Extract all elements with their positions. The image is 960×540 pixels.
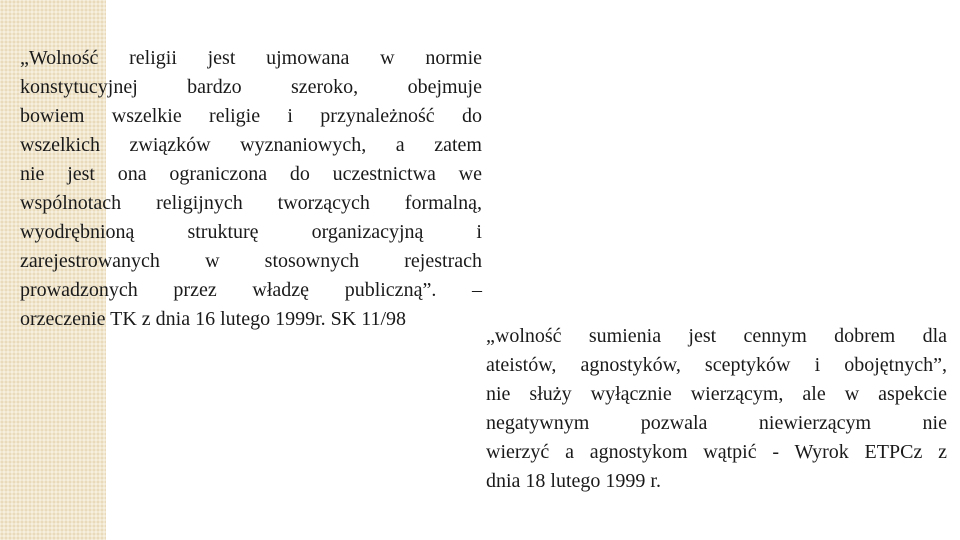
quote-1-line: wyodrębnioną strukturę organizacyjną i [20,221,482,243]
quote-1-line: „Wolność religii jest ujmowana w normie [20,47,482,69]
quote-1-line: bowiem wszelkie religie i przynależność do [20,105,482,127]
quote-1-line: wszelkich związków wyznaniowych, a zatem [20,134,482,156]
quote-echr-judgment [486,322,947,496]
quote-constitutional-tribunal [20,44,482,334]
quote-1-line: orzeczenie TK z dnia 16 lutego 1999r. SK 11/98 [20,308,407,330]
quote-2-line: ateistów, agnostyków, sceptyków i obojętnych”, [486,354,947,376]
quote-1-line: zarejestrowanych w stosownych rejestrach [20,250,482,272]
quote-2-line: dnia 18 lutego 1999 r. [486,470,661,492]
quote-2-line: nie służy wyłącznie wierzącym, ale w aspekcie [486,383,947,405]
quote-1-line: konstytucyjnej bardzo szeroko, obejmuje [20,76,482,98]
quote-2-line: negatywnym pozwala niewierzącym nie [486,412,947,434]
quote-2-line: wierzyć a agnostykom wątpić - Wyrok ETPCz z [486,441,947,463]
quote-1-line: wspólnotach religijnych tworzących formalną, [20,192,482,214]
quote-1-line: nie jest ona ograniczona do uczestnictwa we [20,163,482,185]
quote-2-line: „wolność sumienia jest cennym dobrem dla [486,325,947,347]
quote-1-line: prowadzonych przez władzę publiczną”. – [20,279,482,301]
